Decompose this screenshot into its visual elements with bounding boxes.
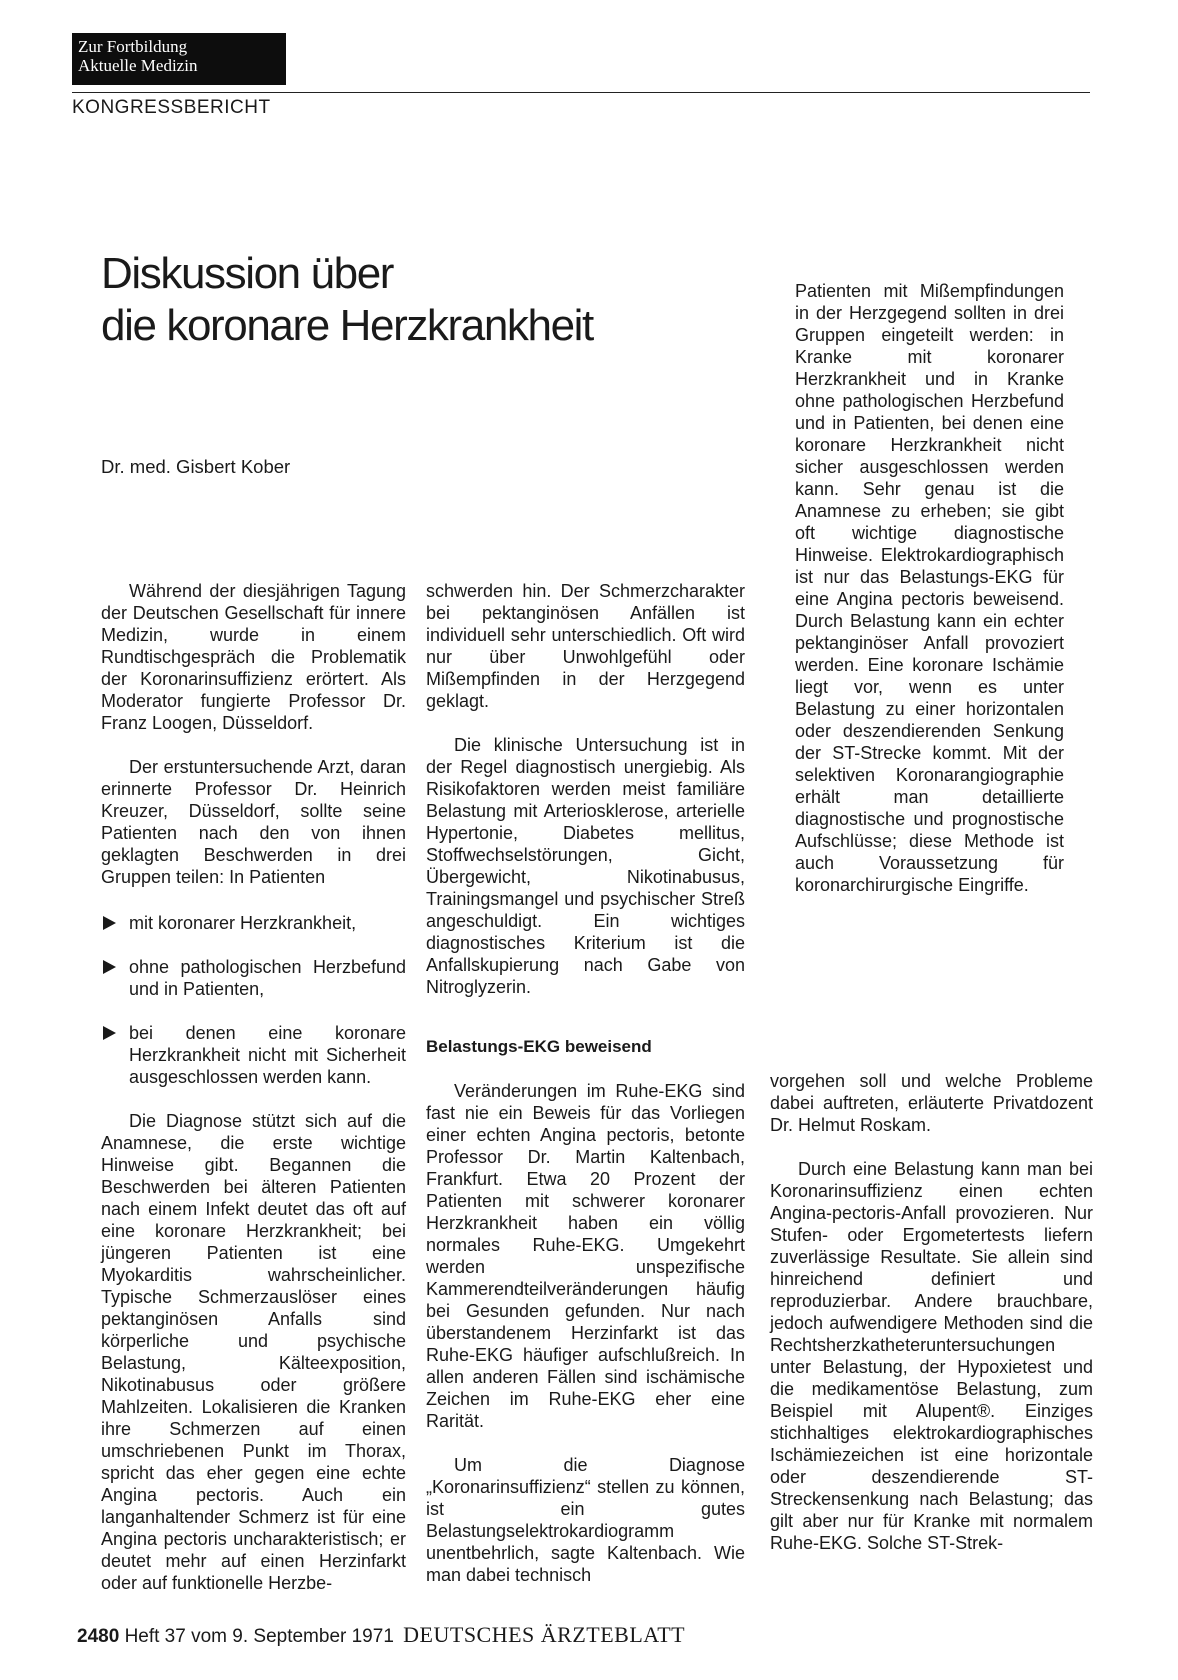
rubric-line-1: Zur Fortbildung (78, 37, 188, 56)
section-label: KONGRESSBERICHT (72, 97, 271, 118)
title-line-2: die koronare Herzkrankheit (101, 301, 593, 350)
issue-info: Heft 37 vom 9. September 1971 (124, 1626, 394, 1647)
list-item (101, 956, 406, 1000)
paragraph: schwerden hin. Der Schmerzcharakter bei pektanginösen Anfällen ist individuell sehr unterschiedlich. Oft wird nur über Unwohlgefühl oder Mißempfinden in der Herzgegend geklagt. (426, 581, 745, 711)
journal-name: DEUTSCHES ÄRZTEBLATT (403, 1622, 686, 1647)
column-1 (101, 580, 406, 1594)
subheading: Belastungs-EKG beweisend (426, 1037, 652, 1056)
article-title (101, 248, 593, 352)
triangle-bullet-icon (103, 1026, 116, 1040)
column-2 (426, 580, 745, 1586)
summary-paragraph: Patienten mit Mißempfindungen in der Herzgegend sollten in drei Gruppen eingeteilt werden: in Kranke mit koronarer Herzkrankheit und in Kranke ohne pathologischen Herzbefund und in Patienten, bei denen eine koronare Herzkrankheit nicht sicher ausgeschlossen werden kann. Sehr genau ist die Anamnese zu erheben; sie gibt oft wichtige diagnostische Hinweise. Elektrokardiographisch ist nur das Belastungs-EKG für eine Angina pectoris beweisend. Durch Belastung kann ein echter pektanginöser Anfall provoziert werden. Eine koronare Ischämie liegt vor, wenn es unter Belastung zu einer horizontalen oder deszendierenden Senkung der ST-Strecke kommt. Mit der selektiven Koronarangiographie erhält man detaillierte diagnostische und prognostische Aufschlüsse; diese Methode ist auch Voraussetzung für koronarchirurgische Eingriffe. (795, 281, 1064, 895)
paragraph: Um die Diagnose „Koronarinsuffizienz“ stellen zu können, ist ein gutes Belastungselektrokardiogramm unentbehrlich, sagte Kaltenbach. Wie man dabei technisch (426, 1455, 745, 1585)
list-item (101, 912, 406, 934)
rubric-line-2: Aktuelle Medizin (78, 56, 198, 75)
title-line-1: Diskussion über (101, 249, 394, 298)
paragraph: vorgehen soll und welche Probleme dabei auftreten, erläuterte Privatdozent Dr. Helmut Roskam. (770, 1071, 1093, 1135)
triangle-bullet-icon (103, 916, 116, 930)
paragraph: Die Diagnose stützt sich auf die Anamnese, die erste wichtige Hinweise gibt. Begannen die Beschwerden bei älteren Patienten nach einem Infekt deutet das oft auf eine koronare Herzkrankheit; bei jüngeren Patienten ist eine Myokarditis wahrscheinlicher. Typische Schmerzauslöser eines pektanginösen Anfalls sind körperliche und psychische Belastung, Kälteexposition, Nikotinabusus oder größere Mahlzeiten. Lokalisieren die Kranken ihre Schmerzen auf einen umschriebenen Punkt im Thorax, spricht das eher gegen eine echte Angina pectoris. Auch ein langanhaltender Schmerz ist für eine Angina pectoris uncharakteristisch; er deutet mehr auf einen Herzinfarkt oder auf funktionelle Herzbe- (101, 1111, 406, 1593)
paragraph: Während der diesjährigen Tagung der Deutschen Gesellschaft für innere Medizin, wurde in einem Rundtischgespräch die Problematik der Koronarinsuffizienz erörtert. Als Moderator fungierte Professor Dr. Franz Loogen, Düsseldorf. (101, 581, 406, 733)
paragraph: Der erstuntersuchende Arzt, daran erinnerte Professor Dr. Heinrich Kreuzer, Düsseldorf, sollte seine Patienten nach den von ihnen geklagten Beschwerden in drei Gruppen teilen: In Patienten (101, 757, 406, 887)
list-item (101, 1022, 406, 1088)
paragraph: Veränderungen im Ruhe-EKG sind fast nie ein Beweis für das Vorliegen einer echten Angina pectoris, betonte Professor Dr. Martin Kaltenbach, Frankfurt. Etwa 20 Prozent der Patienten mit schwerer koronarer Herzkrankheit haben ein völlig normales Ruhe-EKG. Umgekehrt werden unspezifische Kammerendteilveränderungen häufig bei Gesunden gefunden. Nur nach überstandenem Herzinfarkt ist das Ruhe-EKG häufiger aufschlußreich. In allen anderen Fällen sind ischämische Zeichen im Ruhe-EKG eher eine Rarität. (426, 1081, 745, 1431)
page-number: 2480 (77, 1626, 120, 1647)
triangle-bullet-icon (103, 960, 116, 974)
summary-column (795, 280, 1064, 896)
paragraph: Durch eine Belastung kann man bei Koronarinsuffizienz einen echten Angina-pectoris-Anfall provozieren. Nur Stufen- oder Ergometertests liefern zuverlässige Resultate. Sie allein sind hinreichend definiert und reproduzierbar. Andere brauchbare, jedoch aufwendigere Methoden sind die Rechtsherzkatheteruntersuchungen unter Belastung, der Hypoxietest und die medikamentöse Belastung, zum Beispiel mit Alupent®. Einziges stichhaltiges elektrokardiographisches Ischämiezeichen ist eine horizontale oder deszendierende ST-Streckensenkung nach Belastung; das gilt aber nur für Kranke mit normalem Ruhe-EKG. Solche ST-Strek- (770, 1159, 1093, 1553)
column-4 (770, 1070, 1093, 1554)
rubric-box (72, 33, 286, 85)
header-rule (72, 92, 1090, 93)
author-byline: Dr. med. Gisbert Kober (101, 456, 291, 477)
page-footer (77, 1622, 685, 1648)
patient-groups-list (101, 912, 406, 1088)
list-item-text: ohne pathologischen Herzbefund und in Patienten, (129, 957, 406, 999)
list-item-text: bei denen eine koronare Herzkrankheit nicht mit Sicherheit ausgeschlossen werden kann. (129, 1023, 406, 1087)
paragraph: Die klinische Untersuchung ist in der Regel diagnostisch unergiebig. Als Risikofaktoren werden meist familiäre Belastung mit Arteriosklerose, arterielle Hypertonie, Diabetes mellitus, Stoffwechselstörungen, Gicht, Übergewicht, Nikotinabusus, Trainingsmangel und psychischer Streß angeschuldigt. Ein wichtiges diagnostisches Kriterium ist die Anfallskupierung nach Gabe von Nitroglyzerin. (426, 735, 745, 997)
list-item-text: mit koronarer Herzkrankheit, (129, 913, 357, 933)
